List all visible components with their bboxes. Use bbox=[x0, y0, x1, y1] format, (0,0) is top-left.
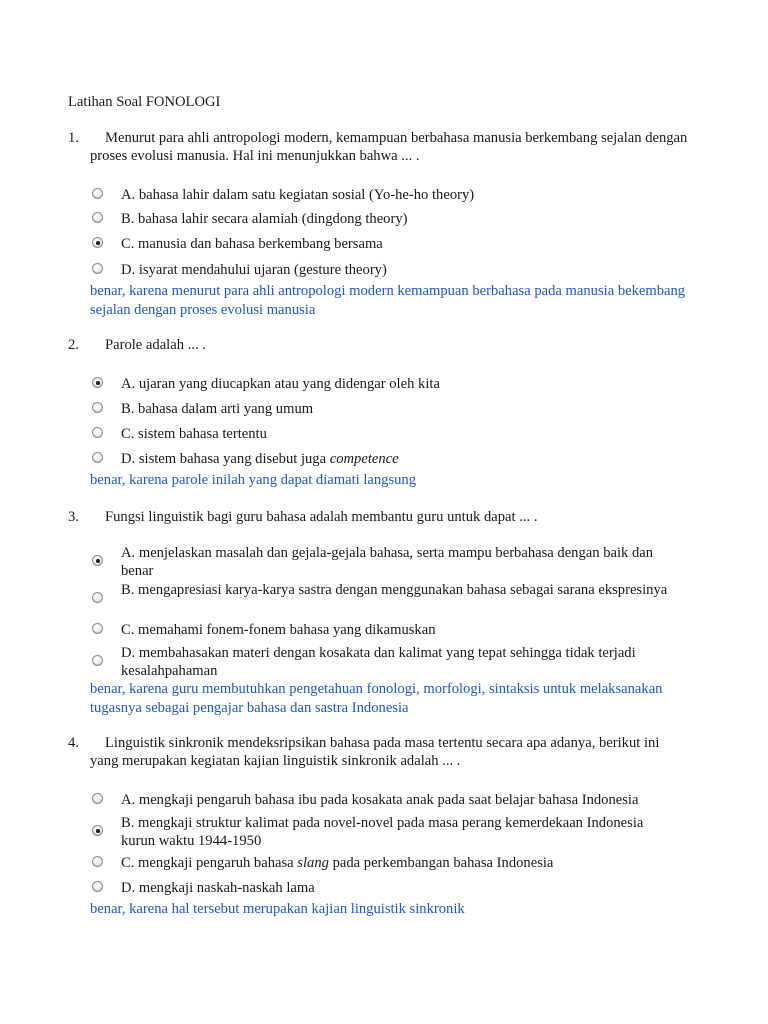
option-label bbox=[121, 854, 681, 872]
option-label: C. memahami fonem-fonem bahasa yang dikamuskan bbox=[121, 622, 436, 638]
question-text: Parole adalah ... . bbox=[105, 337, 206, 353]
option-label: B. bahasa lahir secara alamiah (dingdong theory) bbox=[121, 211, 408, 227]
radio-button[interactable] bbox=[92, 856, 103, 867]
question-number: 2. bbox=[68, 337, 79, 353]
feedback-text: benar, karena parole inilah yang dapat diamati langsung bbox=[90, 472, 417, 488]
option-label: C. manusia dan bahasa berkembang bersama bbox=[121, 236, 383, 252]
radio-button[interactable] bbox=[92, 402, 103, 413]
radio-button[interactable] bbox=[92, 793, 103, 804]
option-label-italic: slang bbox=[297, 855, 329, 871]
question-number: 4. bbox=[68, 735, 79, 751]
radio-button[interactable] bbox=[92, 188, 103, 199]
question-number: 3. bbox=[68, 509, 79, 525]
question-text: Linguistik sinkronik mendeksripsikan bahasa pada masa tertentu secara apa adanya, berikut ini yang merupakan kegiatan kajian linguistik sinkronik adalah ... . bbox=[90, 735, 660, 769]
radio-button-checked[interactable] bbox=[92, 825, 103, 836]
radio-button[interactable] bbox=[92, 592, 103, 603]
feedback-text: benar, karena menurut para ahli antropologi modern kemampuan berbahasa pada manusia bekembang sejalan dengan proses evolusi manusia bbox=[90, 283, 686, 318]
radio-button[interactable] bbox=[92, 452, 103, 463]
option-label: B. mengkaji struktur kalimat pada novel-novel pada masa perang kemerdekaan Indonesia kurun waktu 1944-1950 bbox=[121, 815, 644, 849]
option-label: B. mengapresiasi karya-karya sastra dengan menggunakan bahasa sebagai sarana ekspresinya bbox=[121, 582, 668, 598]
radio-button[interactable] bbox=[92, 623, 103, 634]
option-label: D. membahasakan materi dengan kosakata dan kalimat yang tepat sehingga tidak terjadi kesalahpahaman bbox=[121, 645, 636, 679]
question-number: 1. bbox=[68, 130, 79, 146]
feedback-text: benar, karena guru membutuhkan pengetahuan fonologi, morfologi, sintaksis untuk melaksanakan tugasnya sebagai pengajar bahasa dan sastra Indonesia bbox=[90, 681, 663, 716]
radio-button[interactable] bbox=[92, 881, 103, 892]
option-label: D. isyarat mendahului ujaran (gesture theory) bbox=[121, 262, 387, 278]
question-text: Menurut para ahli antropologi modern, kemampuan berbahasa manusia berkembang sejalan dengan proses evolusi manusia. Hal ini menunjukkan bahwa ... . bbox=[90, 130, 688, 164]
option-label: A. ujaran yang diucapkan atau yang didengar oleh kita bbox=[121, 376, 440, 392]
option-label: D. mengkaji naskah-naskah lama bbox=[121, 880, 315, 896]
option-label-text: D. sistem bahasa yang disebut juga bbox=[121, 451, 330, 467]
radio-button-checked[interactable] bbox=[92, 237, 103, 248]
option-label: A. menjelaskan masalah dan gejala-gejala bahasa, serta mampu berbahasa dengan baik dan benar bbox=[121, 545, 654, 579]
option-label-text-after: pada perkembangan bahasa Indonesia bbox=[328, 855, 554, 871]
option-label: A. bahasa lahir dalam satu kegiatan sosial (Yo-he-ho theory) bbox=[121, 187, 475, 203]
feedback-text: benar, karena hal tersebut merupakan kajian linguistik sinkronik bbox=[90, 901, 465, 917]
radio-button[interactable] bbox=[92, 212, 103, 223]
document-title: Latihan Soal FONOLOGI bbox=[68, 94, 221, 110]
option-label: C. sistem bahasa tertentu bbox=[121, 426, 267, 442]
radio-button[interactable] bbox=[92, 263, 103, 274]
option-label: A. mengkaji pengaruh bahasa ibu pada kosakata anak pada saat belajar bahasa Indonesia bbox=[121, 792, 639, 808]
question-text: Fungsi linguistik bagi guru bahasa adalah membantu guru untuk dapat ... . bbox=[105, 509, 538, 525]
radio-button-checked[interactable] bbox=[92, 555, 103, 566]
radio-button-checked[interactable] bbox=[92, 377, 103, 388]
radio-button[interactable] bbox=[92, 427, 103, 438]
radio-button[interactable] bbox=[92, 655, 103, 666]
option-label: B. bahasa dalam arti yang umum bbox=[121, 401, 314, 417]
option-label bbox=[121, 450, 681, 468]
option-label-italic: competence bbox=[329, 451, 399, 467]
option-label-text: C. mengkaji pengaruh bahasa bbox=[121, 855, 298, 871]
